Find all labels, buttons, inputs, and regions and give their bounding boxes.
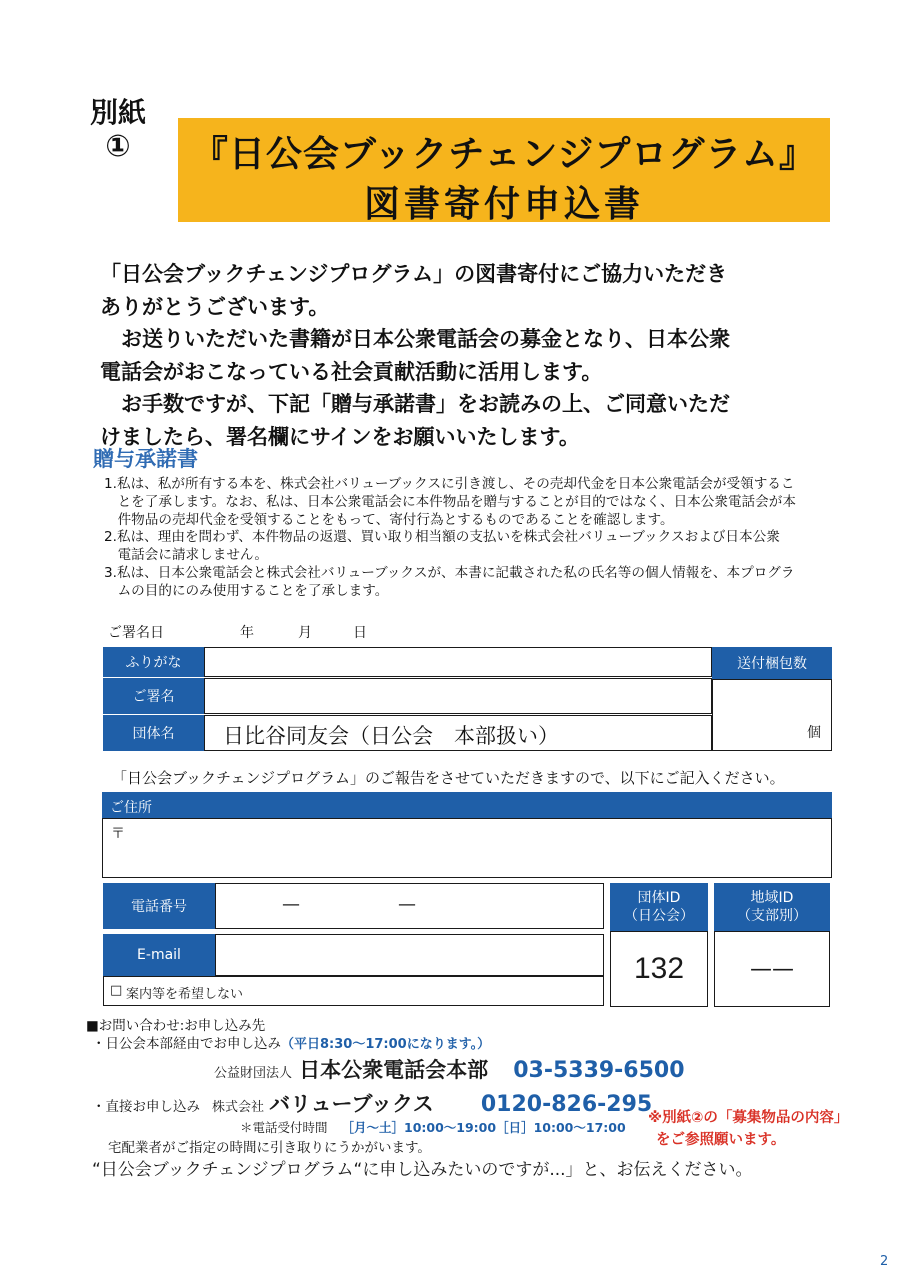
postal-mark: 〒 [111, 826, 125, 842]
term-line: 2.私は、理由を問わず、本件物品の返還、買い取り相当額の支払いを株式会社バリューブックスおよび日本公衆 [104, 529, 780, 546]
month-label: 月 [298, 625, 312, 641]
group-id-label: 団体ID [637, 890, 681, 906]
intro-paragraph [100, 258, 820, 453]
title-program: 『日公会ブックチェンジプログラム』 [191, 134, 817, 175]
closing-note: “日公会ブックチェンジプログラム“に申し込みたいのですが...」と、お伝えください。 [92, 1160, 753, 1180]
company-phone[interactable]: 0120-826-295 [480, 1092, 653, 1117]
inquiry-hq-row [92, 1032, 490, 1052]
intro-line: お手数ですが、下記「贈与承諾書」をお読みの上、ご同意いただ [100, 392, 730, 416]
company-name: バリューブックス [269, 1092, 434, 1116]
phone-separator: — [398, 894, 416, 915]
inquiry-heading: ■お問い合わせ:お申し込み先 [86, 1018, 266, 1034]
address-label-bar [102, 792, 832, 818]
pickup-note: 宅配業者がご指定の時間に引き取りにうかがいます。 [108, 1140, 431, 1156]
signature-label: ご署名 [103, 678, 204, 714]
email-field[interactable] [215, 934, 604, 976]
region-id-label: 地域ID [750, 890, 794, 906]
phone-hours-value: ［月～土］10:00～19:00［日］10:00～17:00 [341, 1120, 626, 1135]
org-row [214, 1054, 685, 1084]
org-type: 公益財団法人 [214, 1066, 293, 1081]
phone-label: 電話番号 [103, 883, 215, 929]
term-line: 件物品の売却代金を受領することをもって、寄付行為とするものであることを確認します。 [104, 511, 674, 528]
group-name-field[interactable] [204, 715, 712, 751]
term-line: 3.私は、日本公衆電話会と株式会社バリューブックスが、本書に記載された私の氏名等の個人情報を、本プログラ [104, 564, 795, 581]
term-line: とを了承します。なお、私は、日本公衆電話会に本件物品を贈与することが目的ではなく、日本公衆電話会が本 [104, 493, 796, 510]
intro-line: お送りいただいた書籍が日本公衆電話会の募金となり、日本公衆 [100, 327, 730, 351]
org-phone[interactable]: 03-5339-6500 [513, 1058, 685, 1083]
group-id-value: 132 [633, 952, 685, 985]
term-line: ムの目的にのみ使用することを了承します。 [104, 582, 389, 599]
intro-line: ありがとうございます。 [100, 294, 330, 319]
signature-date-label: ご署名日 [108, 625, 164, 641]
package-count-field[interactable] [712, 679, 832, 751]
phone-separator: — [282, 894, 300, 915]
region-id-field [714, 931, 830, 1007]
furigana-label: ふりがな [103, 647, 204, 677]
group-name-value: 日比谷同友会（日公会 本部扱い） [223, 724, 559, 748]
group-id-sublabel: （日公会） [624, 908, 694, 924]
optout-label: 案内等を希望しない [126, 987, 244, 1002]
phone-hours-label: ＊電話受付時間 [240, 1120, 328, 1135]
signature-field[interactable] [204, 678, 712, 714]
org-name: 日本公衆電話会本部 [299, 1058, 489, 1082]
group-name-label: 団体名 [103, 715, 204, 751]
optout-checkbox[interactable]: □ [110, 983, 123, 998]
term-line: 電話会に請求しません。 [104, 547, 268, 564]
intro-line: けましたら、署名欄にサインをお願いいたします。 [100, 424, 580, 449]
intro-line: 電話会がおこなっている社会貢献活動に活用します。 [100, 359, 603, 384]
company-row [212, 1088, 652, 1118]
phone-field[interactable] [215, 883, 604, 929]
appendix-text: 別紙 [89, 96, 146, 129]
red-note-line2: をご参照願います。 [656, 1132, 786, 1148]
red-note-line1: ※別紙②の「募集物品の内容」 [648, 1110, 849, 1126]
inquiry-hq-hours: （平日8:30～17:00になります。） [281, 1037, 491, 1052]
package-count-label: 送付梱包数 [712, 647, 832, 679]
optout-row [103, 976, 604, 1006]
page-number: 2 [880, 1254, 889, 1269]
title-form-name: 図書寄付申込書 [363, 184, 644, 225]
appendix-label [78, 96, 158, 164]
region-id-header [714, 883, 830, 931]
region-id-sublabel: （支部別） [737, 908, 807, 924]
address-label: ご住所 [110, 800, 152, 816]
email-label: E-mail [103, 934, 215, 976]
company-type: 株式会社 [212, 1100, 265, 1115]
report-note: 「日公会ブックチェンジプログラム」のご報告をさせていただきますので、以下にご記入ください。 [112, 769, 785, 787]
day-label: 日 [353, 625, 367, 641]
region-id-value: —— [750, 956, 794, 982]
group-id-header [610, 883, 708, 931]
phone-hours-row [240, 1118, 626, 1136]
direct-label: ・直接お申し込み [92, 1099, 200, 1115]
term-line: 1.私は、私が所有する本を、株式会社バリューブックスに引き渡し、その売却代金を日本公衆電話会が受領するこ [104, 476, 795, 492]
inquiry-hq-label: ・日公会本部経由でお申し込み [92, 1036, 281, 1052]
furigana-field[interactable] [204, 647, 712, 677]
consent-terms [104, 476, 834, 601]
consent-heading: 贈与承諾書 [93, 447, 198, 471]
address-field[interactable] [102, 818, 832, 878]
group-id-field [610, 931, 708, 1007]
year-label: 年 [240, 625, 254, 641]
package-unit: 個 [807, 725, 821, 741]
appendix-number: ① [105, 129, 131, 164]
intro-line: 「日公会ブックチェンジプログラム」の図書寄付にご協力いただき [100, 262, 728, 286]
